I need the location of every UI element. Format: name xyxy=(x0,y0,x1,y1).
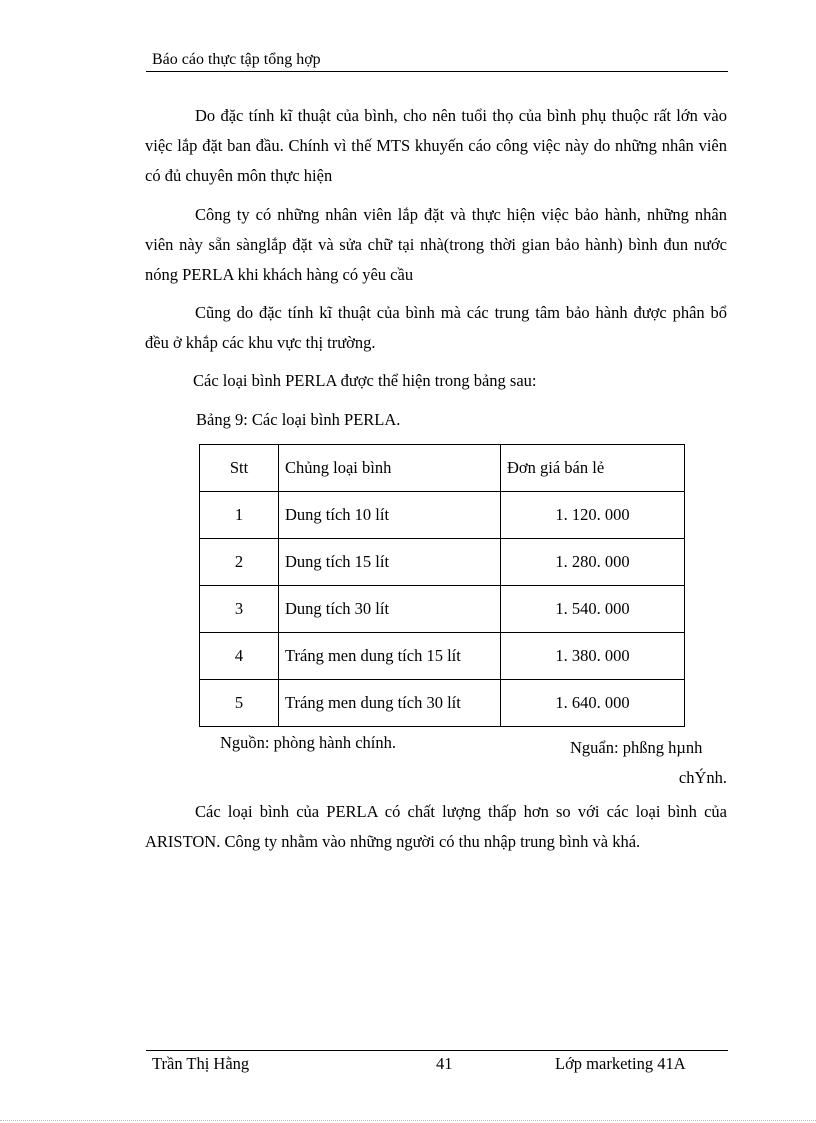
table-row xyxy=(200,539,685,586)
header-title: Báo cáo thực tập tổng hợp xyxy=(152,51,321,68)
page-bottom-edge xyxy=(0,1120,816,1121)
header-type: Chủng loại bình xyxy=(279,445,501,492)
cell-price: 1. 280. 000 xyxy=(501,539,685,586)
cell-stt: 1 xyxy=(200,492,279,539)
paragraph-table-intro: Các loại bình PERLA được thể hiện trong bảng sau: xyxy=(193,371,537,390)
cell-type: Tráng men dung tích 30 lít xyxy=(279,680,501,727)
product-price-table xyxy=(199,444,685,727)
table-row xyxy=(200,633,685,680)
cell-type: Dung tích 30 lít xyxy=(279,586,501,633)
footer-class: Lớp marketing 41A xyxy=(555,1054,686,1073)
table-header-row xyxy=(200,445,685,492)
cell-stt: 4 xyxy=(200,633,279,680)
paragraph-closing: Các loại bình của PERLA có chất lượng thấp hơn so với các loại bình của ARISTON. Công ty nhằm vào những người có thu nhập trung bình và khá. xyxy=(145,802,727,851)
cell-type: Dung tích 10 lít xyxy=(279,492,501,539)
paragraph-service-centers: Cũng do đặc tính kĩ thuật của bình mà các trung tâm bảo hành được phân bổ đều ở khắp các khu vực thị trường. xyxy=(145,303,727,352)
cell-price: 1. 120. 000 xyxy=(501,492,685,539)
cell-type: Tráng men dung tích 15 lít xyxy=(279,633,501,680)
cell-type: Dung tích 15 lít xyxy=(279,539,501,586)
table-row xyxy=(200,492,685,539)
cell-price: 1. 540. 000 xyxy=(501,586,685,633)
table-row xyxy=(200,586,685,633)
cell-price: 1. 380. 000 xyxy=(501,633,685,680)
cell-price: 1. 640. 000 xyxy=(501,680,685,727)
cell-stt: 5 xyxy=(200,680,279,727)
footer-divider xyxy=(146,1050,728,1051)
footer-page-number: 41 xyxy=(436,1054,453,1073)
page-header xyxy=(146,50,728,72)
paragraph-warranty-staff: Công ty có những nhân viên lắp đặt và thực hiện việc bảo hành, những nhân viên này sẵn sànglắp đặt và sửa chữ tại nhà(trong thời gian bảo hành) bình đun nước nóng PERLA khi khách hàng có yêu cầu xyxy=(145,205,727,284)
paragraph-installation: Do đặc tính kĩ thuật của bình, cho nên tuổi thọ của bình phụ thuộc rất lớn vào việc lắp đặt ban đầu. Chính vì thế MTS khuyến cáo công việc này do những nhân viên có đủ chuyên môn thực hiện xyxy=(145,106,727,185)
header-stt: Stt xyxy=(200,445,279,492)
cell-stt: 3 xyxy=(200,586,279,633)
cell-stt: 2 xyxy=(200,539,279,586)
table-caption: Bảng 9: Các loại bình PERLA. xyxy=(196,410,401,429)
source-note-right-line1: Nguẩn: phßng hµnh xyxy=(570,738,703,757)
source-note-right-line2: chÝnh. xyxy=(678,768,727,787)
source-note-right xyxy=(570,733,727,793)
source-note-left: Nguồn: phòng hành chính. xyxy=(220,733,396,752)
header-price: Đơn giá bán lẻ xyxy=(501,445,685,492)
footer-author: Trần Thị Hằng xyxy=(152,1054,250,1073)
table-row xyxy=(200,680,685,727)
